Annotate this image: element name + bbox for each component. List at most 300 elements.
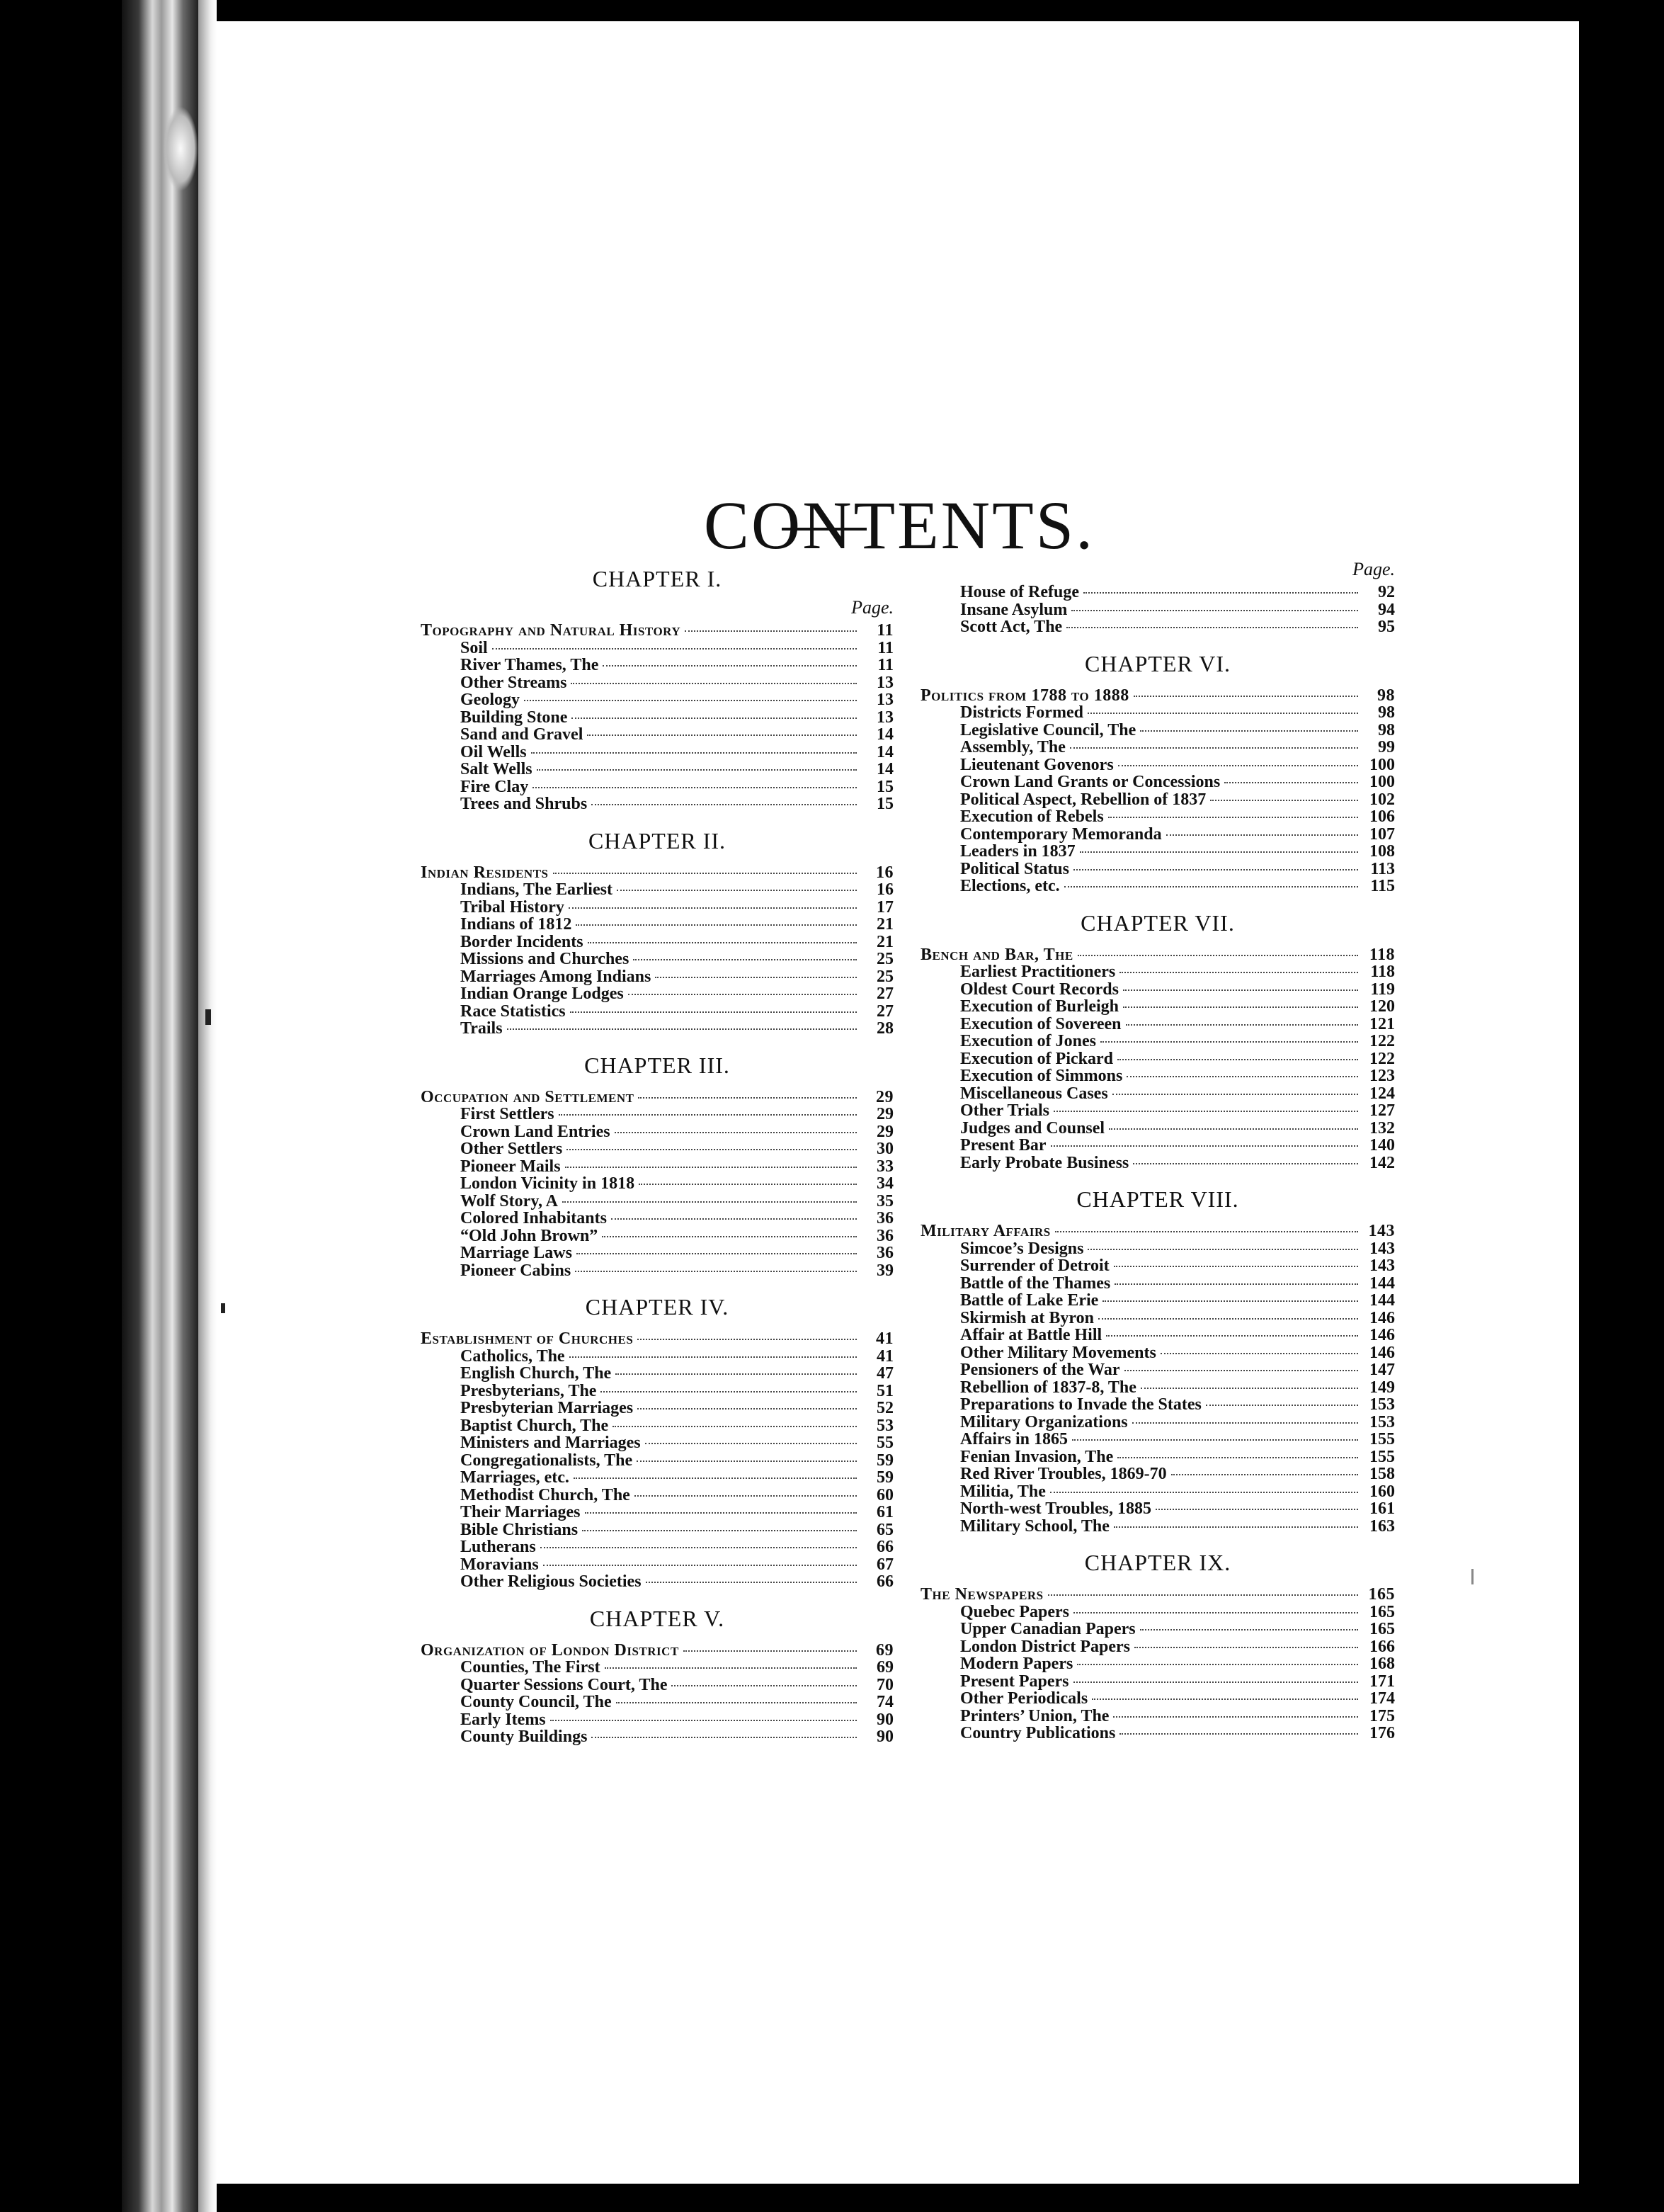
entry-label: Execution of Rebels xyxy=(960,807,1104,826)
entry-page: 94 xyxy=(1378,600,1395,619)
entry-page: 13 xyxy=(877,673,894,692)
dot-leader xyxy=(671,1685,857,1686)
entry-label: Battle of Lake Erie xyxy=(960,1291,1099,1310)
dot-leader xyxy=(1051,1145,1358,1147)
entry-label: Execution of Sovereen xyxy=(960,1014,1122,1033)
dot-leader xyxy=(1118,765,1358,766)
entry-page: 165 xyxy=(1369,1620,1395,1638)
entry-label: Simcoe’s Designs xyxy=(960,1239,1084,1258)
entry-label: Crown Land Entries xyxy=(460,1122,610,1141)
dot-leader xyxy=(1166,834,1358,836)
toc-section xyxy=(421,1330,894,1591)
entry-page: 53 xyxy=(877,1416,894,1435)
entry-label: Trails xyxy=(460,1019,503,1038)
toc-entry xyxy=(921,1379,1395,1397)
entry-label: Other Streams xyxy=(460,673,567,692)
entry-page: 29 xyxy=(876,1087,894,1106)
entry-label: Present Papers xyxy=(960,1672,1069,1691)
dot-leader xyxy=(492,648,857,650)
dot-leader xyxy=(1088,713,1358,714)
entry-label: Oldest Court Records xyxy=(960,980,1119,999)
dot-leader xyxy=(1070,747,1358,749)
dot-leader xyxy=(617,890,857,891)
toc-entry xyxy=(921,1137,1395,1155)
section-entry xyxy=(921,687,1395,705)
entry-page: 98 xyxy=(1378,720,1395,739)
entry-label: Indians of 1812 xyxy=(460,915,572,934)
entry-page: 99 xyxy=(1378,738,1395,756)
entry-page: 14 xyxy=(877,742,894,761)
dot-leader xyxy=(1108,817,1358,818)
section-entry xyxy=(921,1223,1395,1240)
entry-label: Sand and Gravel xyxy=(460,725,583,744)
toc-entry xyxy=(921,791,1395,809)
dot-leader xyxy=(1117,1059,1358,1060)
dot-leader xyxy=(1161,1353,1358,1354)
entry-label: Earliest Practitioners xyxy=(960,963,1116,981)
entry-page: 102 xyxy=(1369,790,1395,809)
dot-leader xyxy=(1083,592,1358,594)
entry-page: 11 xyxy=(877,656,894,674)
toc-entry xyxy=(921,861,1395,878)
entry-page: 146 xyxy=(1369,1326,1395,1344)
toc-entry xyxy=(421,1417,894,1435)
dot-leader xyxy=(615,1373,857,1375)
dot-leader xyxy=(1078,955,1358,956)
section-entry xyxy=(421,1642,894,1660)
dot-leader xyxy=(571,683,857,684)
toc-entry xyxy=(921,601,1395,619)
entry-page: 41 xyxy=(876,1329,894,1348)
entry-page: 11 xyxy=(877,638,894,657)
toc-section xyxy=(421,864,894,1038)
toc-entry xyxy=(421,1227,894,1245)
entry-page: 25 xyxy=(877,950,894,968)
entry-label: Crown Land Grants or Concessions xyxy=(960,773,1221,791)
entry-label: Trees and Shrubs xyxy=(460,795,588,813)
entry-page: 174 xyxy=(1369,1689,1395,1708)
toc-section xyxy=(921,687,1395,895)
toc-entry xyxy=(921,1725,1395,1742)
toc-entry xyxy=(921,1483,1395,1501)
entry-page: 16 xyxy=(876,863,894,882)
dot-leader xyxy=(638,1097,857,1099)
dot-leader xyxy=(603,665,857,667)
dot-leader xyxy=(591,1737,857,1738)
dot-leader xyxy=(1133,1163,1358,1164)
entry-label: Rebellion of 1837-8, The xyxy=(960,1378,1136,1397)
entry-page: 171 xyxy=(1369,1672,1395,1691)
dot-leader xyxy=(553,873,857,874)
dot-leader xyxy=(628,994,857,995)
entry-label: Congregationalists, The xyxy=(460,1451,633,1470)
dot-leader xyxy=(540,1547,857,1548)
entry-page: 51 xyxy=(877,1381,894,1400)
entry-page: 118 xyxy=(1370,963,1395,981)
toc-entry xyxy=(921,756,1395,774)
entry-page: 61 xyxy=(877,1503,894,1521)
dot-leader xyxy=(570,1011,857,1013)
entry-label: Topography and Natural History xyxy=(421,621,681,640)
entry-page: 17 xyxy=(877,897,894,917)
toc-entry xyxy=(921,1344,1395,1362)
entry-label: Soil xyxy=(460,638,488,657)
dot-leader xyxy=(1127,1076,1358,1077)
entry-label: “Old John Brown” xyxy=(460,1226,598,1245)
toc-entry xyxy=(921,1621,1395,1638)
toc-entry xyxy=(421,657,894,674)
ink-speck xyxy=(221,1303,225,1313)
entry-label: First Settlers xyxy=(460,1105,554,1123)
entry-page: 123 xyxy=(1369,1067,1395,1085)
entry-page: 120 xyxy=(1369,997,1395,1016)
dot-leader xyxy=(1134,696,1358,697)
entry-label: Present Bar xyxy=(960,1136,1047,1155)
toc-entry xyxy=(921,704,1395,722)
entry-page: 127 xyxy=(1369,1101,1395,1120)
toc-entry xyxy=(421,1677,894,1694)
toc-entry xyxy=(421,1365,894,1383)
dot-leader xyxy=(685,630,857,632)
toc-entry xyxy=(921,1240,1395,1258)
entry-label: Tribal History xyxy=(460,897,564,917)
toc-entry xyxy=(921,1638,1395,1656)
entry-page: 69 xyxy=(877,1658,894,1677)
toc-section xyxy=(921,584,1395,636)
entry-page: 132 xyxy=(1369,1118,1395,1138)
toc-entry xyxy=(921,1396,1395,1414)
dot-leader xyxy=(582,1530,857,1531)
entry-page: 98 xyxy=(1377,686,1395,705)
entry-page: 140 xyxy=(1369,1136,1395,1155)
entry-page: 52 xyxy=(877,1399,894,1417)
entry-label: Military School, The xyxy=(960,1516,1110,1536)
chapter-heading: CHAPTER III. xyxy=(584,1052,730,1078)
toc-section xyxy=(421,1089,894,1280)
toc-entry xyxy=(921,1033,1395,1050)
toc-entry xyxy=(421,1020,894,1038)
entry-page: 143 xyxy=(1368,1222,1395,1240)
entry-page: 115 xyxy=(1370,877,1395,895)
dot-leader xyxy=(576,1253,857,1254)
chapter-heading: CHAPTER V. xyxy=(589,1605,725,1631)
entry-page: 143 xyxy=(1369,1257,1395,1275)
entry-page: 16 xyxy=(877,880,894,899)
dot-leader xyxy=(1109,1128,1358,1130)
entry-label: Building Stone xyxy=(460,708,568,727)
dot-leader xyxy=(531,752,857,754)
toc-entry xyxy=(421,1504,894,1521)
entry-page: 14 xyxy=(877,725,894,744)
toc-section xyxy=(421,1642,894,1746)
chapter-heading: CHAPTER VII. xyxy=(1081,909,1235,936)
dot-leader xyxy=(602,1236,857,1237)
scan-right-border xyxy=(1579,0,1664,2212)
dot-leader xyxy=(1156,1509,1358,1510)
entry-page: 27 xyxy=(877,985,894,1003)
entry-page: 146 xyxy=(1369,1343,1395,1362)
entry-label: The Newspapers xyxy=(921,1585,1044,1604)
toc-entry xyxy=(921,1155,1395,1172)
entry-page: 70 xyxy=(877,1675,894,1694)
entry-label: Ministers and Marriages xyxy=(460,1434,641,1452)
toc-entry xyxy=(921,1275,1395,1293)
entry-page: 165 xyxy=(1368,1585,1395,1604)
dot-leader xyxy=(1066,627,1358,628)
dot-leader xyxy=(1141,1388,1358,1389)
section-entry xyxy=(421,1089,894,1106)
dot-leader xyxy=(1114,1526,1358,1528)
entry-page: 11 xyxy=(877,621,894,640)
dot-leader xyxy=(524,700,857,701)
entry-page: 158 xyxy=(1369,1465,1395,1483)
toc-entry xyxy=(921,1016,1395,1033)
entry-page: 124 xyxy=(1369,1084,1395,1103)
entry-page: 175 xyxy=(1369,1706,1395,1725)
toc-entry xyxy=(921,1465,1395,1483)
toc-entry xyxy=(421,1521,894,1539)
dot-leader xyxy=(615,1132,857,1133)
dot-leader xyxy=(1073,869,1358,870)
entry-label: Other Military Movements xyxy=(960,1343,1156,1362)
entry-page: 155 xyxy=(1369,1447,1395,1466)
toc-entry xyxy=(921,1708,1395,1725)
toc-entry xyxy=(921,584,1395,601)
toc-entry xyxy=(421,640,894,657)
dot-leader xyxy=(587,735,857,736)
toc-entry xyxy=(921,722,1395,739)
contents-left-column xyxy=(421,560,894,1746)
dot-leader xyxy=(683,1650,857,1652)
dot-leader xyxy=(1117,1457,1358,1458)
toc-entry xyxy=(921,1050,1395,1068)
dot-leader xyxy=(633,959,857,960)
entry-label: Other Trials xyxy=(960,1101,1049,1120)
entry-label: Pensioners of the War xyxy=(960,1361,1120,1379)
entry-label: Occupation and Settlement xyxy=(421,1087,634,1106)
toc-entry xyxy=(921,1414,1395,1431)
contents-right-column xyxy=(921,560,1395,1742)
entry-label: Pioneer Mails xyxy=(460,1157,561,1176)
entry-page: 59 xyxy=(877,1451,894,1470)
dot-leader xyxy=(591,804,857,805)
toc-entry xyxy=(421,1434,894,1452)
toc-entry xyxy=(921,1257,1395,1275)
toc-entry xyxy=(921,1500,1395,1518)
toc-entry xyxy=(421,709,894,727)
entry-label: House of Refuge xyxy=(960,583,1079,601)
dot-leader xyxy=(655,977,857,978)
toc-entry xyxy=(421,1400,894,1417)
toc-entry xyxy=(421,899,894,917)
entry-page: 121 xyxy=(1369,1014,1395,1033)
entry-page: 122 xyxy=(1369,1032,1395,1050)
dot-leader xyxy=(646,1582,857,1583)
entry-page: 118 xyxy=(1369,945,1395,964)
dot-leader xyxy=(559,1114,857,1116)
toc-entry xyxy=(921,808,1395,826)
entry-label: Fire Clay xyxy=(460,777,529,796)
entry-label: London Vicinity in 1818 xyxy=(460,1174,635,1193)
dot-leader xyxy=(637,1461,857,1462)
toc-entry xyxy=(921,1292,1395,1310)
entry-page: 14 xyxy=(877,760,894,778)
page-column-label: Page. xyxy=(1352,559,1395,579)
entry-label: Early Items xyxy=(460,1710,546,1729)
dot-leader xyxy=(532,787,857,788)
toc-entry xyxy=(421,1193,894,1210)
toc-entry xyxy=(921,878,1395,895)
dot-leader xyxy=(1119,972,1358,973)
dot-leader xyxy=(639,1184,857,1185)
dot-leader xyxy=(1206,1405,1358,1406)
dot-leader xyxy=(1071,610,1358,611)
dot-leader xyxy=(1132,1422,1358,1424)
entry-label: Quebec Papers xyxy=(960,1602,1069,1621)
dot-leader xyxy=(1077,1664,1358,1665)
entry-label: Their Marriages xyxy=(460,1503,581,1521)
entry-page: 166 xyxy=(1369,1637,1395,1656)
dot-leader xyxy=(1224,782,1358,783)
entry-page: 122 xyxy=(1369,1049,1395,1068)
entry-page: 13 xyxy=(877,708,894,727)
entry-page: 47 xyxy=(877,1364,894,1383)
entry-page: 15 xyxy=(877,795,894,813)
entry-label: Wolf Story, A xyxy=(460,1191,559,1210)
toc-entry xyxy=(421,1383,894,1400)
entry-page: 143 xyxy=(1369,1239,1395,1258)
entry-label: Border Incidents xyxy=(460,932,583,951)
dot-leader xyxy=(1113,1716,1358,1718)
entry-label: Indians, The Earliest xyxy=(460,880,612,899)
toc-entry xyxy=(421,1487,894,1504)
chapter-heading: CHAPTER IV. xyxy=(585,1294,729,1320)
toc-entry xyxy=(421,1711,894,1729)
entry-label: Indian Orange Lodges xyxy=(460,985,624,1003)
toc-entry xyxy=(421,881,894,899)
dot-leader xyxy=(1123,989,1358,991)
entry-page: 146 xyxy=(1369,1308,1395,1327)
chapter-heading: CHAPTER I. xyxy=(592,566,722,591)
entry-page: 142 xyxy=(1369,1153,1395,1172)
toc-entry xyxy=(421,916,894,934)
toc-entry xyxy=(421,1556,894,1574)
toc-entry xyxy=(421,951,894,968)
toc-entry xyxy=(421,985,894,1003)
entry-label: Miscellaneous Cases xyxy=(960,1084,1108,1103)
dot-leader xyxy=(585,1512,857,1514)
entry-label: Presbyterians, The xyxy=(460,1381,597,1400)
toc-entry xyxy=(921,1085,1395,1103)
entry-label: Districts Formed xyxy=(960,703,1083,722)
entry-label: Affairs in 1865 xyxy=(960,1430,1068,1448)
dot-leader xyxy=(571,718,857,719)
entry-page: 155 xyxy=(1369,1430,1395,1448)
entry-label: Indian Residents xyxy=(421,863,549,882)
toc-entry xyxy=(421,1003,894,1021)
toc-entry xyxy=(921,1604,1395,1621)
toc-entry xyxy=(421,1158,894,1176)
entry-page: 41 xyxy=(877,1346,894,1366)
entry-page: 163 xyxy=(1369,1516,1395,1536)
toc-entry xyxy=(921,1448,1395,1466)
entry-label: Skirmish at Byron xyxy=(960,1308,1094,1327)
dot-leader xyxy=(637,1408,857,1410)
chapter-heading: CHAPTER IX. xyxy=(1084,1550,1231,1575)
toc-entry xyxy=(421,795,894,813)
dot-leader xyxy=(616,1702,857,1703)
dot-leader xyxy=(1134,1647,1358,1648)
entry-label: Colored Inhabitants xyxy=(460,1209,607,1227)
toc-entry xyxy=(921,1655,1395,1673)
entry-label: Execution of Burleigh xyxy=(960,997,1119,1016)
entry-page: 165 xyxy=(1369,1602,1395,1621)
dot-leader xyxy=(1112,1094,1358,1095)
toc-entry xyxy=(421,1106,894,1123)
entry-page: 147 xyxy=(1369,1361,1395,1379)
dot-leader xyxy=(507,1028,857,1030)
entry-label: Baptist Church, The xyxy=(460,1416,609,1435)
entry-page: 21 xyxy=(877,915,894,934)
toc-entry xyxy=(421,1175,894,1193)
section-entry xyxy=(421,622,894,640)
book-spine xyxy=(122,0,198,2212)
entry-page: 21 xyxy=(877,932,894,951)
dot-leader xyxy=(1088,1249,1358,1250)
dot-leader xyxy=(574,1477,857,1479)
entry-label: Military Affairs xyxy=(921,1222,1051,1240)
entry-label: Country Publications xyxy=(960,1724,1116,1742)
dot-leader xyxy=(1072,1439,1358,1441)
dot-leader xyxy=(575,1271,857,1272)
dot-leader xyxy=(569,907,857,909)
toc-entry xyxy=(921,1067,1395,1085)
entry-page: 59 xyxy=(877,1468,894,1487)
entry-page: 153 xyxy=(1369,1395,1395,1414)
entry-label: Bench and Bar, The xyxy=(921,945,1073,964)
dot-leader xyxy=(565,1167,857,1168)
entry-label: Catholics, The xyxy=(460,1346,565,1366)
entry-page: 34 xyxy=(877,1174,894,1193)
dot-leader xyxy=(645,1443,857,1444)
toc-entry xyxy=(921,1690,1395,1708)
dot-leader xyxy=(1119,1733,1358,1735)
toc-entry xyxy=(921,1673,1395,1691)
entry-label: Marriages, etc. xyxy=(460,1468,569,1487)
toc-entry xyxy=(421,691,894,709)
toc-entry xyxy=(921,826,1395,844)
title-rule xyxy=(782,528,867,531)
dot-leader xyxy=(1054,1111,1358,1112)
dot-leader xyxy=(588,942,857,943)
entry-label: Execution of Simmons xyxy=(960,1067,1123,1085)
entry-page: 36 xyxy=(877,1209,894,1227)
entry-label: Printers’ Union, The xyxy=(960,1706,1110,1725)
toc-entry xyxy=(921,963,1395,981)
ink-speck xyxy=(205,1009,211,1025)
dot-leader xyxy=(1106,1335,1358,1337)
entry-label: Preparations to Invade the States xyxy=(960,1395,1202,1414)
scan-top-border xyxy=(0,0,1664,21)
entry-page: 160 xyxy=(1369,1482,1395,1501)
dot-leader xyxy=(1210,800,1358,801)
entry-page: 27 xyxy=(877,1002,894,1021)
entry-label: Other Periodicals xyxy=(960,1689,1088,1708)
dot-leader xyxy=(1073,1612,1358,1613)
dot-leader xyxy=(550,1720,857,1721)
toc-entry xyxy=(421,1452,894,1470)
entry-page: 106 xyxy=(1369,807,1395,826)
